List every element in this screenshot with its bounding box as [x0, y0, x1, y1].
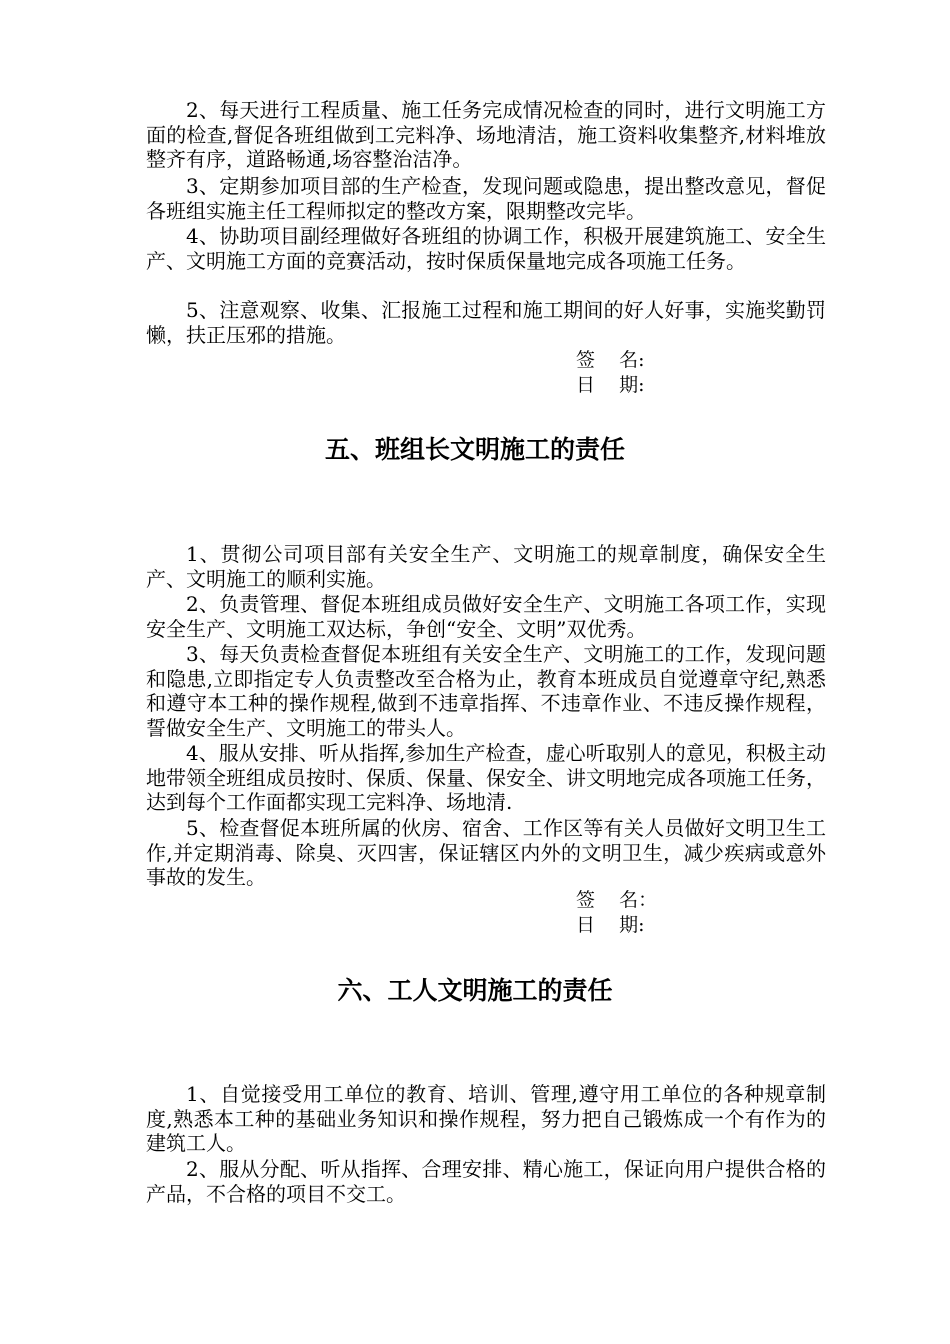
signature-label-s4: 签 名: [576, 349, 645, 371]
date-label-s4: 日 期: [576, 374, 645, 396]
section-heading-5: 五、班组长文明施工的责任 [324, 435, 625, 464]
paragraph-s5-1: 1、贯彻公司项目部有关安全生产、文明施工的规章制度，确保安全生产、文明施工的顺利实施。 [146, 542, 826, 591]
paragraph-s4-5: 5、注意观察、收集、汇报施工过程和施工期间的好人好事，实施奖勤罚懒，扶正压邪的措施。 [146, 298, 826, 347]
signature-label-s5: 签 名： [576, 889, 658, 911]
paragraph-s5-4: 4、服从安排、听从指挥,参加生产检查，虚心听取别人的意见，积极主动地带领全班组成员按时、保质、保量、保安全、讲文明地完成各项施工任务，达到每个工作面都实现工完料净、场地清. [146, 741, 826, 814]
section-heading-6: 六、工人文明施工的责任 [337, 976, 613, 1005]
paragraph-s4-3: 3、定期参加项目部的生产检查，发现问题或隐患，提出整改意见，督促各班组实施主任工程师拟定的整改方案，限期整改完毕。 [146, 174, 826, 223]
paragraph-s6-2: 2、服从分配、听从指挥、合理安排、精心施工，保证向用户提供合格的产品，不合格的项目不交工。 [146, 1157, 826, 1206]
paragraph-s4-4: 4、协助项目副经理做好各班组的协调工作，积极开展建筑施工、安全生产、文明施工方面的竞赛活动，按时保质保量地完成各项施工任务。 [146, 224, 826, 273]
paragraph-s5-5: 5、检查督促本班所属的伙房、宿舍、工作区等有关人员做好文明卫生工作,并定期消毒、除臭、灭四害，保证辖区内外的文明卫生，减少疾病或意外事故的发生。 [146, 816, 826, 889]
paragraph-s4-2: 2、每天进行工程质量、施工任务完成情况检查的同时，进行文明施工方面的检查,督促各班组做到工完料净、场地清洁，施工资料收集整齐,材料堆放整齐有序，道路畅通,场容整治洁净。 [146, 98, 826, 171]
paragraph-s5-2: 2、负责管理、督促本班组成员做好安全生产、文明施工各项工作，实现安全生产、文明施工双达标，争创“安全、文明”双优秀。 [146, 592, 826, 641]
date-label-s5: 日 期: [576, 914, 645, 936]
paragraph-s5-3: 3、每天负责检查督促本班组有关安全生产、文明施工的工作，发现问题和隐患,立即指定专人负责整改至合格为止，教育本班成员自觉遵章守纪,熟悉和遵守本工种的操作规程,做到不违章指挥、不违章作业、不违反操作规程，誓做安全生产、文明施工的带头人。 [146, 642, 826, 740]
paragraph-s6-1: 1、自觉接受用工单位的教育、培训、管理,遵守用工单位的各种规章制度,熟悉本工种的基础业务知识和操作规程，努力把自己锻炼成一个有作为的建筑工人。 [146, 1082, 826, 1155]
